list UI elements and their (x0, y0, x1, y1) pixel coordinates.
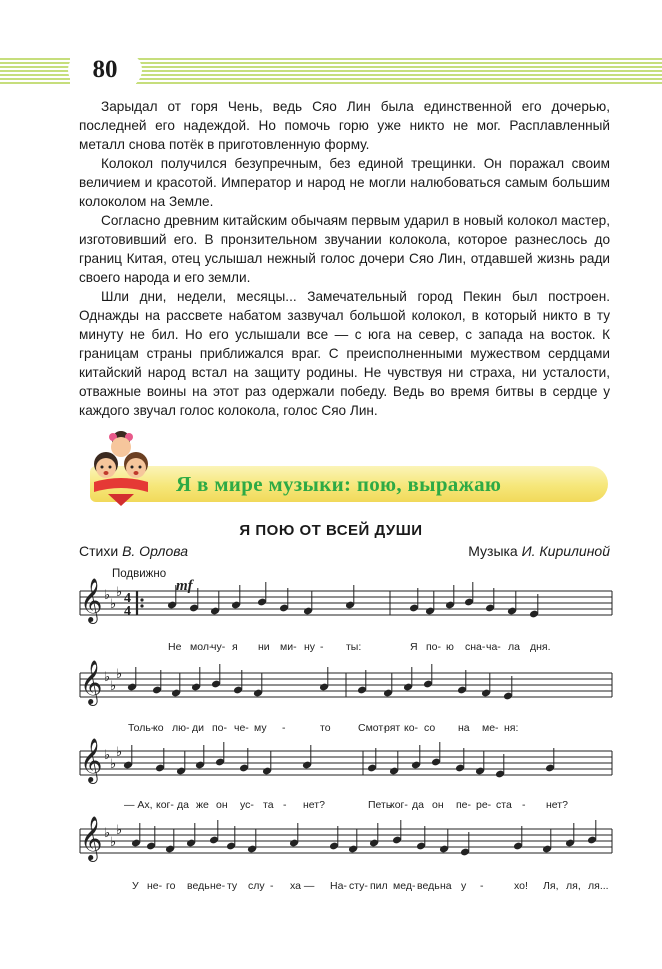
lyric-syllable: - (282, 722, 286, 734)
tempo-marking: Подвижно (112, 568, 167, 580)
flat-sign-icon: ♭ (116, 823, 123, 838)
lyric-syllable: пил (370, 880, 388, 892)
staff (80, 738, 612, 784)
music-author: И. Кирилиной (521, 543, 610, 559)
lyric-syllable: ну (304, 641, 316, 653)
lyric-syllable: ты: (346, 641, 362, 653)
lyric-syllable: он (216, 799, 228, 811)
lyric-syllable: ла (508, 641, 520, 653)
lyric-syllable: — Ах, (124, 799, 153, 811)
lyrics-label: Стихи (79, 543, 119, 559)
lyric-syllable: - (320, 641, 324, 653)
lyric-syllable: по- (426, 641, 442, 653)
lyric-syllable: ко (153, 722, 164, 734)
lyric-syllable: го (166, 880, 176, 892)
lyric-syllable: ди (192, 722, 204, 734)
lyric-syllable: у (461, 880, 467, 892)
lyric-syllable: по- (212, 722, 228, 734)
story-paragraph: Колокол получился безупречным, без единой трещинки. Он поражал своим величием и красотой. Император и народ не могли налюбоваться самым большим колоколом на Земле. (79, 156, 610, 209)
staff (80, 660, 612, 706)
music-label: Музыка (468, 543, 518, 559)
lyric-syllable: На- (330, 880, 347, 892)
lyric-syllable: я (232, 641, 238, 653)
lyric-syllable: - (522, 799, 526, 811)
lyric-syllable: пе- (456, 799, 472, 811)
flat-sign-icon: ♭ (116, 667, 123, 682)
lyric-syllable: Не (168, 641, 182, 653)
time-signature-top: 4 (124, 591, 131, 606)
lyric-syllable: не- (210, 880, 226, 892)
lyric-syllable: ведь (417, 880, 440, 892)
repeat-dot (140, 604, 143, 607)
treble-clef-icon: 𝄞 (80, 660, 103, 704)
flat-sign-icon: ♭ (110, 757, 117, 772)
lyric-syllable: ча- (486, 641, 501, 653)
lyric-syllable: ха — (290, 880, 315, 892)
lyric-syllable: му (254, 722, 267, 734)
lyric-syllable: же (196, 799, 209, 811)
lyric-syllable: да (412, 799, 424, 811)
lyric-syllable: слу (248, 880, 265, 892)
lyric-syllable: та (263, 799, 274, 811)
lyric-syllable: Петь (368, 799, 392, 811)
lyric-syllable: лю- (172, 722, 190, 734)
dynamic-marking: mf (176, 578, 193, 594)
lyric-syllable: - (270, 880, 274, 892)
treble-clef-icon: 𝄞 (80, 738, 103, 782)
lyric-syllable: ту (227, 880, 238, 892)
lyric-syllable: сту- (349, 880, 368, 892)
lyric-syllable: ког- (156, 799, 174, 811)
lyric-syllable: - (283, 799, 287, 811)
lyric-syllable: ус- (240, 799, 254, 811)
staff (80, 816, 612, 862)
flat-sign-icon: ♭ (110, 597, 117, 612)
flat-sign-icon: ♭ (104, 748, 111, 763)
lyric-syllable: ни (258, 641, 270, 653)
treble-clef-icon: 𝄞 (80, 816, 103, 860)
lyric-syllable: мол- (190, 641, 213, 653)
story-paragraph: Зарыдал от горя Чень, ведь Сяо Лин была единственной его дочерью, последней его надеждой. Но помочь горю уже никто не мог. Расплавленный металл снова потёк в приготовленную форму. (79, 99, 610, 152)
lyric-syllable: ня: (504, 722, 519, 734)
lyric-syllable: он (432, 799, 444, 811)
lyric-syllable: нет? (303, 799, 325, 811)
lyric-syllable: чу- (211, 641, 226, 653)
lyric-syllable: Ля, (543, 880, 559, 892)
lyrics-author: В. Орлова (122, 543, 189, 559)
flat-sign-icon: ♭ (110, 679, 117, 694)
lyric-syllable: ког- (390, 799, 408, 811)
lyric-syllable: У (132, 880, 139, 892)
lyric-syllable: - (480, 880, 484, 892)
lyric-syllable: нет? (546, 799, 568, 811)
lyric-syllable: да (177, 799, 189, 811)
lyric-syllable: ко- (404, 722, 419, 734)
flat-sign-icon: ♭ (116, 585, 123, 600)
lyric-syllable: хо! (514, 880, 528, 892)
lyric-syllable: Я (410, 641, 418, 653)
staff (80, 578, 612, 624)
lyric-syllable: ля, (566, 880, 581, 892)
flat-sign-icon: ♭ (104, 826, 111, 841)
lyric-syllable: ре- (476, 799, 492, 811)
lyric-syllable: ми- (280, 641, 297, 653)
repeat-dot (140, 598, 143, 601)
lyric-syllable: ю (446, 641, 454, 653)
lyric-syllable: ме- (482, 722, 499, 734)
story-paragraph: Согласно древним китайским обычаям первым ударил в новый колокол мастер, изготовивший его. В пронзительном звучании колокола, которое разнеслось до границ Китая, отец услышал нежный голос дочери Сяо Лин, отдавшей жизнь ради своего народа и его земли. (79, 213, 610, 285)
time-signature-bottom: 4 (124, 604, 131, 619)
lyric-syllable: то (320, 722, 331, 734)
song-title: Я ПОЮ ОТ ВСЕЙ ДУШИ (239, 522, 423, 539)
lyric-syllable: ведь (187, 880, 210, 892)
page-number: 80 (68, 52, 142, 88)
flat-sign-icon: ♭ (116, 745, 123, 760)
flat-sign-icon: ♭ (110, 835, 117, 850)
treble-clef-icon: 𝄞 (80, 578, 103, 622)
lyric-syllable: дня. (530, 641, 551, 653)
lyric-syllable: Толь- (128, 722, 155, 734)
lyric-syllable: мед- (393, 880, 416, 892)
lyric-syllable: ста (496, 799, 512, 811)
lyric-syllable: ля... (588, 880, 609, 892)
lyric-syllable: на (440, 880, 452, 892)
lyric-syllable: не- (147, 880, 163, 892)
lyric-syllable: Смот- (358, 722, 387, 734)
lyric-syllable: рят (384, 722, 401, 734)
section-title: Я в мире музыки: пою, выражаю (176, 472, 502, 496)
lyric-syllable: че- (234, 722, 249, 734)
story-paragraph: Шли дни, недели, месяцы... Замечательный город Пекин был построен. Однажды на рассвете набатом зазвучал большой колокол, в который никто в ту минуту не бил. Но его услышали все — с юга на север, с запада на восток. К границам страны приближался враг. С преисполненными мужеством сердцами китайский народ встал на защиту родины. Не чувствуя ни страха, ни усталости, отважные воины на этот раз одержали победу. Ведь во время битвы в сердце у каждого звучал голос колокола, голос Сяо Лин. (79, 289, 610, 418)
lyric-syllable: на (458, 722, 470, 734)
flat-sign-icon: ♭ (104, 670, 111, 685)
flat-sign-icon: ♭ (104, 588, 111, 603)
lyric-syllable: сна- (465, 641, 486, 653)
lyric-syllable: со (424, 722, 436, 734)
